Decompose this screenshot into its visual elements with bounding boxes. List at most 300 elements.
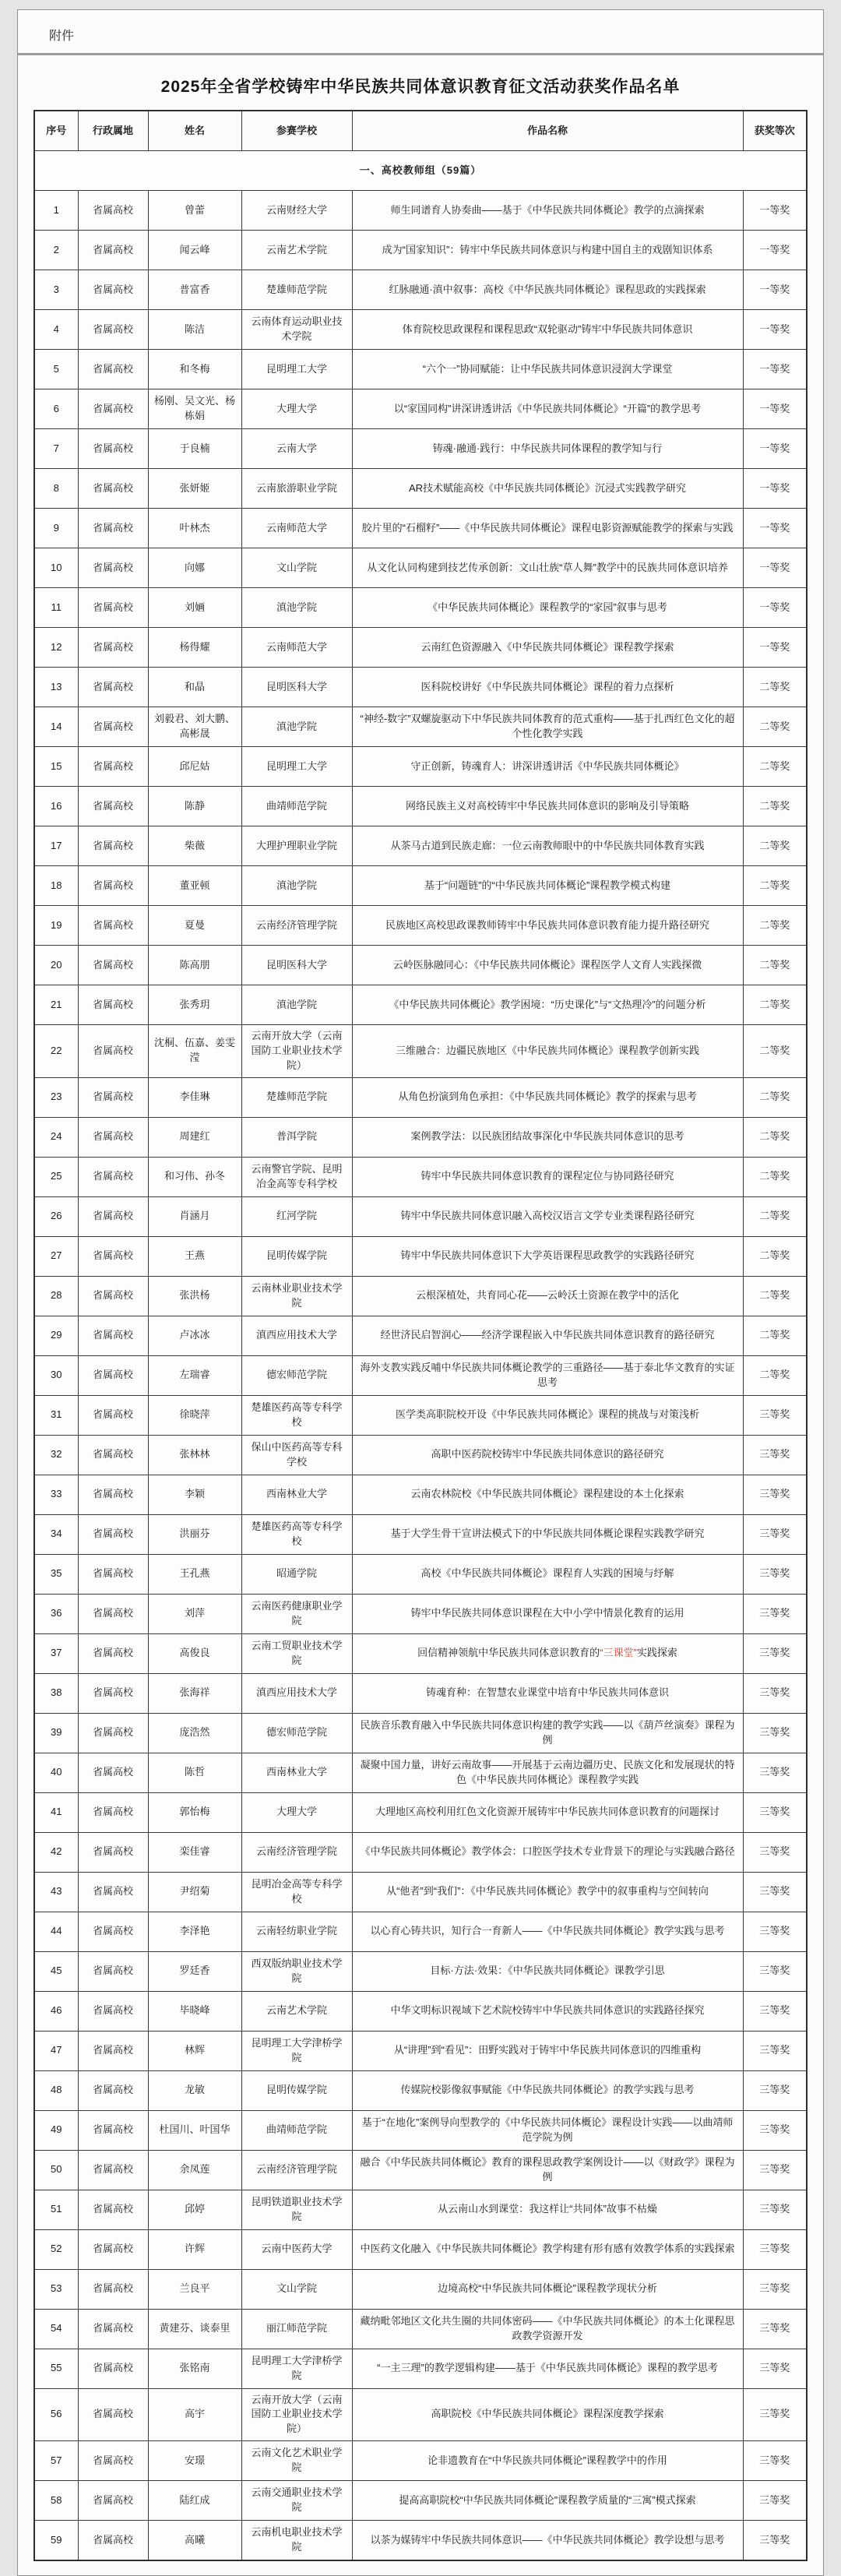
- cell-work-title: 师生同谱育人协奏曲——基于《中华民族共同体概论》教学的点滴探索: [352, 191, 743, 231]
- cell-work-title: 中医药文化融入《中华民族共同体概论》教学构建有形有感有效教学体系的实践探索: [352, 2229, 743, 2269]
- cell-school: 云南经济管理学院: [241, 1832, 352, 1872]
- cell-work-title: 案例教学法：以民族团结故事深化中华民族共同体意识的思考: [352, 1117, 743, 1157]
- cell-author-name: 栾佳睿: [148, 1832, 241, 1872]
- cell-author-name: 沈桐、伍嘉、姜雯滢: [148, 1025, 241, 1078]
- cell-award-level: 一等奖: [743, 588, 807, 628]
- cell-author-name: 周建红: [148, 1117, 241, 1157]
- cell-author-name: 徐晓萍: [148, 1395, 241, 1435]
- cell-school: 云南师范大学: [241, 509, 352, 548]
- cell-award-level: 三等奖: [743, 1633, 807, 1673]
- cell-work-title: 边境高校“中华民族共同体概论”课程教学现状分析: [352, 2269, 743, 2309]
- table-row: [34, 1355, 807, 1395]
- cell-work-title: 云南农林院校《中华民族共同体概论》课程建设的本土化探索: [352, 1475, 743, 1514]
- cell-author-name: 余凤莲: [148, 2150, 241, 2190]
- cell-school: 云南开放大学（云南国防工业职业技术学院）: [241, 1025, 352, 1078]
- cell-serial-number: 32: [34, 1435, 78, 1475]
- cell-region: 省属高校: [78, 1872, 148, 1912]
- cell-school: 云南中医药大学: [241, 2229, 352, 2269]
- cell-work-title: AR技术赋能高校《中华民族共同体概论》沉浸式实践教学研究: [352, 469, 743, 509]
- cell-author-name: 黄建芬、谈泰里: [148, 2309, 241, 2349]
- cell-school: 滇西应用技术大学: [241, 1316, 352, 1355]
- cell-school: 云南机电职业技术学院: [241, 2521, 352, 2561]
- cell-author-name: 陈洁: [148, 310, 241, 350]
- table-row: [34, 946, 807, 985]
- cell-region: 省属高校: [78, 1594, 148, 1633]
- cell-author-name: 张海祥: [148, 1673, 241, 1713]
- cell-region: 省属高校: [78, 1196, 148, 1236]
- cell-school: 丽江师范学院: [241, 2309, 352, 2349]
- column-header-region: 行政属地: [78, 111, 148, 151]
- cell-work-title: 医科院校讲好《中华民族共同体概论》课程的着力点探析: [352, 668, 743, 707]
- cell-serial-number: 25: [34, 1157, 78, 1196]
- table-header: [34, 111, 807, 151]
- table-row: [34, 1554, 807, 1594]
- cell-author-name: 庞浩然: [148, 1713, 241, 1753]
- cell-award-level: 三等奖: [743, 2190, 807, 2229]
- table-row: [34, 1713, 807, 1753]
- cell-serial-number: 35: [34, 1554, 78, 1594]
- cell-award-level: 三等奖: [743, 2481, 807, 2521]
- table-row: [34, 509, 807, 548]
- cell-region: 省属高校: [78, 469, 148, 509]
- cell-author-name: 张妍姬: [148, 469, 241, 509]
- cell-school: 曲靖师范学院: [241, 2110, 352, 2150]
- cell-award-level: 三等奖: [743, 2349, 807, 2388]
- cell-author-name: 杨得耀: [148, 628, 241, 668]
- cell-author-name: 向娜: [148, 548, 241, 588]
- cell-serial-number: 17: [34, 826, 78, 866]
- cell-work-title: 铸牢中华民族共同体意识教育的课程定位与协同路径研究: [352, 1157, 743, 1196]
- cell-work-title: 藏纳毗邻地区文化共生圈的共同体密码——《中华民族共同体概论》的本土化课程思政教学资源开发: [352, 2309, 743, 2349]
- cell-school: 云南文化艺术职业学院: [241, 2441, 352, 2481]
- cell-work-title: 以“家国同构”讲深讲透讲活《中华民族共同体概论》“开篇”的教学思考: [352, 389, 743, 429]
- table-row: [34, 231, 807, 270]
- cell-work-title: 守正创新，铸魂育人：讲深讲透讲活《中华民族共同体概论》: [352, 747, 743, 787]
- cell-region: 省属高校: [78, 1792, 148, 1832]
- cell-serial-number: 33: [34, 1475, 78, 1514]
- cell-work-title: 云岭医脉融同心：《中华民族共同体概论》课程医学人文育人实践探微: [352, 946, 743, 985]
- cell-school: 滇池学院: [241, 985, 352, 1025]
- cell-work-title: 从文化认同构建到技艺传承创新：文山壮族“草人舞”教学中的民族共同体意识培养: [352, 548, 743, 588]
- cell-serial-number: 5: [34, 350, 78, 389]
- cell-region: 省属高校: [78, 1912, 148, 1951]
- cell-serial-number: 8: [34, 469, 78, 509]
- cell-school: 昆明理工大学津桥学院: [241, 2031, 352, 2070]
- cell-author-name: 夏曼: [148, 906, 241, 946]
- cell-school: 德宏师范学院: [241, 1355, 352, 1395]
- cell-serial-number: 59: [34, 2521, 78, 2561]
- cell-school: 昆明传媒学院: [241, 2070, 352, 2110]
- cell-author-name: 高宇: [148, 2388, 241, 2441]
- cell-work-title: 从“他者”到“我们”：《中华民族共同体概论》教学中的叙事重构与空间转向: [352, 1872, 743, 1912]
- cell-region: 省属高校: [78, 1991, 148, 2031]
- cell-award-level: 三等奖: [743, 1951, 807, 1991]
- cell-region: 省属高校: [78, 2150, 148, 2190]
- cell-author-name: 王孔燕: [148, 1554, 241, 1594]
- cell-award-level: 三等奖: [743, 1673, 807, 1713]
- cell-award-level: 一等奖: [743, 310, 807, 350]
- table-row: [34, 1117, 807, 1157]
- cell-region: 省属高校: [78, 1435, 148, 1475]
- cell-author-name: 刘毅君、刘大鹏、高彬晟: [148, 707, 241, 747]
- cell-work-title: 从云南山水到课堂：我这样让“共同体”故事不枯燥: [352, 2190, 743, 2229]
- cell-author-name: 和晶: [148, 668, 241, 707]
- table-row: [34, 2481, 807, 2521]
- cell-author-name: 洪丽芬: [148, 1514, 241, 1554]
- section-header: 一、高校教师组（59篇）: [34, 151, 807, 191]
- table-row: [34, 1633, 807, 1673]
- cell-award-level: 二等奖: [743, 1236, 807, 1276]
- cell-school: 云南师范大学: [241, 628, 352, 668]
- cell-author-name: 左瑞睿: [148, 1355, 241, 1395]
- cell-region: 省属高校: [78, 1633, 148, 1673]
- cell-work-title: “神经-数字”双螺旋驱动下中华民族共同体教育的范式重构——基于扎西红色文化的超个性化教学实践: [352, 707, 743, 747]
- cell-author-name: 林辉: [148, 2031, 241, 2070]
- cell-region: 省属高校: [78, 1236, 148, 1276]
- cell-award-level: 三等奖: [743, 1554, 807, 1594]
- cell-region: 省属高校: [78, 2229, 148, 2269]
- cell-award-level: 二等奖: [743, 1117, 807, 1157]
- cell-author-name: 柴薇: [148, 826, 241, 866]
- cell-award-level: 二等奖: [743, 787, 807, 826]
- cell-work-title: 融合《中华民族共同体概论》教育的课程思政教学案例设计——以《财政学》课程为例: [352, 2150, 743, 2190]
- cell-serial-number: 49: [34, 2110, 78, 2150]
- table-row: [34, 429, 807, 469]
- cell-school: 红河学院: [241, 1196, 352, 1236]
- cell-work-title: 从角色扮演到角色承担：《中华民族共同体概论》教学的探索与思考: [352, 1077, 743, 1117]
- table-row: [34, 588, 807, 628]
- cell-region: 省属高校: [78, 1077, 148, 1117]
- cell-school: 云南大学: [241, 429, 352, 469]
- awards-table-body: [34, 191, 807, 2561]
- cell-serial-number: 11: [34, 588, 78, 628]
- cell-serial-number: 20: [34, 946, 78, 985]
- cell-award-level: 一等奖: [743, 191, 807, 231]
- cell-author-name: 高曦: [148, 2521, 241, 2561]
- cell-award-level: 一等奖: [743, 548, 807, 588]
- cell-work-title: 论非遗教育在“中华民族共同体概论”课程教学中的作用: [352, 2441, 743, 2481]
- cell-work-title: 基于“在地化”案例导向型教学的《中华民族共同体概论》课程设计实践——以曲靖师范学院为例: [352, 2110, 743, 2150]
- cell-school: 文山学院: [241, 548, 352, 588]
- cell-author-name: 陆红成: [148, 2481, 241, 2521]
- cell-work-title: 基于“问题链”的“中华民族共同体概论”课程教学模式构建: [352, 866, 743, 906]
- cell-serial-number: 46: [34, 1991, 78, 2031]
- cell-work-title: 凝聚中国力量，讲好云南故事——开展基于云南边疆历史、民族文化和发展现状的特色《中华民族共同体概论》课程教学实践: [352, 1753, 743, 1792]
- cell-serial-number: 48: [34, 2070, 78, 2110]
- cell-author-name: 张林林: [148, 1435, 241, 1475]
- cell-author-name: 张秀玥: [148, 985, 241, 1025]
- cell-award-level: 三等奖: [743, 2229, 807, 2269]
- cell-award-level: 三等奖: [743, 1912, 807, 1951]
- cell-serial-number: 21: [34, 985, 78, 1025]
- cell-region: 省属高校: [78, 509, 148, 548]
- cell-school: 云南交通职业技术学院: [241, 2481, 352, 2521]
- highlighted-work-text: “三课堂”: [600, 1647, 637, 1659]
- cell-region: 省属高校: [78, 1025, 148, 1078]
- cell-author-name: 肖涵月: [148, 1196, 241, 1236]
- cell-work-title: 医学类高职院校开设《中华民族共同体概论》课程的挑战与对策浅析: [352, 1395, 743, 1435]
- cell-author-name: 毕晓峰: [148, 1991, 241, 2031]
- table-row: [34, 548, 807, 588]
- table-row: [34, 1951, 807, 1991]
- cell-region: 省属高校: [78, 2309, 148, 2349]
- cell-school: 楚雄师范学院: [241, 270, 352, 310]
- cell-work-title: 以茶为媒铸牢中华民族共同体意识——《中华民族共同体概论》教学设想与思考: [352, 2521, 743, 2561]
- cell-region: 省属高校: [78, 2481, 148, 2521]
- cell-serial-number: 22: [34, 1025, 78, 1078]
- cell-region: 省属高校: [78, 2031, 148, 2070]
- cell-work-title: 铸牢中华民族共同体意识课程在大中小学中情景化教育的运用: [352, 1594, 743, 1633]
- cell-award-level: 三等奖: [743, 1435, 807, 1475]
- table-row: [34, 2150, 807, 2190]
- table-row: [34, 270, 807, 310]
- cell-region: 省属高校: [78, 1276, 148, 1316]
- cell-serial-number: 53: [34, 2269, 78, 2309]
- cell-region: 省属高校: [78, 787, 148, 826]
- cell-region: 省属高校: [78, 906, 148, 946]
- cell-region: 省属高校: [78, 668, 148, 707]
- cell-award-level: 二等奖: [743, 1276, 807, 1316]
- cell-region: 省属高校: [78, 1157, 148, 1196]
- column-header-no: 序号: [34, 111, 78, 151]
- cell-region: 省属高校: [78, 310, 148, 350]
- cell-author-name: 尹绍菊: [148, 1872, 241, 1912]
- table-row: [34, 1832, 807, 1872]
- cell-award-level: 一等奖: [743, 429, 807, 469]
- cell-serial-number: 2: [34, 231, 78, 270]
- cell-school: 西南林业大学: [241, 1753, 352, 1792]
- cell-serial-number: 3: [34, 270, 78, 310]
- table-row: [34, 628, 807, 668]
- cell-region: 省属高校: [78, 1673, 148, 1713]
- cell-author-name: 王燕: [148, 1236, 241, 1276]
- cell-author-name: 邱尼姑: [148, 747, 241, 787]
- cell-serial-number: 43: [34, 1872, 78, 1912]
- cell-work-title: 云南红色资源融入《中华民族共同体概论》课程教学探索: [352, 628, 743, 668]
- cell-award-level: 二等奖: [743, 1355, 807, 1395]
- cell-award-level: 一等奖: [743, 389, 807, 429]
- cell-school: 大理大学: [241, 389, 352, 429]
- cell-author-name: 杜国川、叶国华: [148, 2110, 241, 2150]
- cell-serial-number: 10: [34, 548, 78, 588]
- cell-author-name: 张铭南: [148, 2349, 241, 2388]
- cell-serial-number: 1: [34, 191, 78, 231]
- cell-school: 西南林业大学: [241, 1475, 352, 1514]
- cell-author-name: 卢冰冰: [148, 1316, 241, 1355]
- cell-award-level: 二等奖: [743, 826, 807, 866]
- cell-serial-number: 18: [34, 866, 78, 906]
- cell-work-title: 高职中医药院校铸牢中华民族共同体意识的路径研究: [352, 1435, 743, 1475]
- cell-region: 省属高校: [78, 1355, 148, 1395]
- table-row: [34, 1077, 807, 1117]
- cell-serial-number: 12: [34, 628, 78, 668]
- cell-serial-number: 14: [34, 707, 78, 747]
- cell-region: 省属高校: [78, 1713, 148, 1753]
- cell-author-name: 李泽艳: [148, 1912, 241, 1951]
- cell-serial-number: 47: [34, 2031, 78, 2070]
- cell-school: 昆明铁道职业技术学院: [241, 2190, 352, 2229]
- cell-serial-number: 23: [34, 1077, 78, 1117]
- cell-serial-number: 42: [34, 1832, 78, 1872]
- cell-school: 保山中医药高等专科学校: [241, 1435, 352, 1475]
- cell-award-level: 三等奖: [743, 1832, 807, 1872]
- cell-school: 云南警官学院、昆明冶金高等专科学校: [241, 1157, 352, 1196]
- cell-serial-number: 6: [34, 389, 78, 429]
- cell-award-level: 三等奖: [743, 2309, 807, 2349]
- cell-serial-number: 58: [34, 2481, 78, 2521]
- cell-work-title: 铸魂育种：在智慧农业课堂中培育中华民族共同体意识: [352, 1673, 743, 1713]
- cell-school: 曲靖师范学院: [241, 787, 352, 826]
- cell-author-name: 安璟: [148, 2441, 241, 2481]
- cell-school: 昆明传媒学院: [241, 1236, 352, 1276]
- cell-region: 省属高校: [78, 2070, 148, 2110]
- cell-author-name: 李佳琳: [148, 1077, 241, 1117]
- table-row: [34, 1991, 807, 2031]
- cell-school: 云南轻纺职业学院: [241, 1912, 352, 1951]
- cell-region: 省属高校: [78, 1475, 148, 1514]
- cell-region: 省属高校: [78, 707, 148, 747]
- cell-school: 昆明医科大学: [241, 946, 352, 985]
- cell-region: 省属高校: [78, 389, 148, 429]
- cell-work-title: 高职院校《中华民族共同体概论》课程深度教学探索: [352, 2388, 743, 2441]
- cell-work-title: 胶片里的“石榴籽”——《中华民族共同体概论》课程电影资源赋能教学的探索与实践: [352, 509, 743, 548]
- table-row: [34, 2388, 807, 2441]
- cell-serial-number: 24: [34, 1117, 78, 1157]
- cell-school: 大理护理职业学院: [241, 826, 352, 866]
- cell-award-level: 二等奖: [743, 1025, 807, 1078]
- cell-work-title: 铸牢中华民族共同体意识下大学英语课程思政教学的实践路径研究: [352, 1236, 743, 1276]
- cell-region: 省属高校: [78, 2190, 148, 2229]
- cell-region: 省属高校: [78, 2349, 148, 2388]
- cell-school: 滇池学院: [241, 707, 352, 747]
- cell-serial-number: 50: [34, 2150, 78, 2190]
- table-row: [34, 1872, 807, 1912]
- cell-work-title: 《中华民族共同体概论》教学体会：口腔医学技术专业背景下的理论与实践融合路径: [352, 1832, 743, 1872]
- cell-award-level: 二等奖: [743, 707, 807, 747]
- cell-author-name: 兰良平: [148, 2269, 241, 2309]
- table-row: [34, 2110, 807, 2150]
- cell-region: 省属高校: [78, 1554, 148, 1594]
- cell-region: 省属高校: [78, 429, 148, 469]
- cell-work-title: 红脉融通·滇中叙事：高校《中华民族共同体概论》课程思政的实践探索: [352, 270, 743, 310]
- cell-school: 云南经济管理学院: [241, 2150, 352, 2190]
- cell-work-title: 中华文明标识视域下艺术院校铸牢中华民族共同体意识的实践路径探究: [352, 1991, 743, 2031]
- cell-region: 省属高校: [78, 2521, 148, 2561]
- table-row: [34, 1673, 807, 1713]
- cell-region: 省属高校: [78, 985, 148, 1025]
- table-row: [34, 191, 807, 231]
- cell-author-name: 于良楠: [148, 429, 241, 469]
- cell-serial-number: 56: [34, 2388, 78, 2441]
- cell-school: 云南财经大学: [241, 191, 352, 231]
- cell-author-name: 和冬梅: [148, 350, 241, 389]
- cell-work-title: 网络民族主义对高校铸牢中华民族共同体意识的影响及引导策略: [352, 787, 743, 826]
- table-row: [34, 866, 807, 906]
- cell-author-name: 董亚顿: [148, 866, 241, 906]
- cell-award-level: 二等奖: [743, 668, 807, 707]
- cell-work-title: 成为“国家知识”：铸牢中华民族共同体意识与构建中国自主的戏剧知识体系: [352, 231, 743, 270]
- cell-region: 省属高校: [78, 866, 148, 906]
- cell-award-level: 一等奖: [743, 469, 807, 509]
- column-header-work: 作品名称: [352, 111, 743, 151]
- cell-work-title: 以心育心铸共识，知行合一育新人——《中华民族共同体概论》教学实践与思考: [352, 1912, 743, 1951]
- table-row: [34, 310, 807, 350]
- cell-region: 省属高校: [78, 1395, 148, 1435]
- cell-award-level: 二等奖: [743, 866, 807, 906]
- cell-school: 云南体育运动职业技术学院: [241, 310, 352, 350]
- cell-author-name: 罗廷香: [148, 1951, 241, 1991]
- cell-award-level: 二等奖: [743, 946, 807, 985]
- cell-school: 昭通学院: [241, 1554, 352, 1594]
- cell-work-title: 铸牢中华民族共同体意识融入高校汉语言文学专业类课程路径研究: [352, 1196, 743, 1236]
- cell-award-level: 二等奖: [743, 1316, 807, 1355]
- cell-award-level: 三等奖: [743, 2110, 807, 2150]
- table-row: [34, 1025, 807, 1078]
- cell-serial-number: 44: [34, 1912, 78, 1951]
- cell-award-level: 二等奖: [743, 1157, 807, 1196]
- cell-serial-number: 30: [34, 1355, 78, 1395]
- cell-author-name: 刘婳: [148, 588, 241, 628]
- table-row: [34, 2031, 807, 2070]
- attachment-band: [18, 10, 823, 55]
- cell-award-level: 一等奖: [743, 628, 807, 668]
- cell-region: 省属高校: [78, 191, 148, 231]
- table-row: [34, 2269, 807, 2309]
- cell-award-level: 三等奖: [743, 1753, 807, 1792]
- cell-region: 省属高校: [78, 231, 148, 270]
- table-row: [34, 2309, 807, 2349]
- cell-serial-number: 19: [34, 906, 78, 946]
- cell-serial-number: 26: [34, 1196, 78, 1236]
- page-title: 2025年全省学校铸牢中华民族共同体意识教育征文活动获奖作品名单: [160, 78, 681, 96]
- cell-school: 德宏师范学院: [241, 1713, 352, 1753]
- cell-serial-number: 40: [34, 1753, 78, 1792]
- cell-school: 滇池学院: [241, 866, 352, 906]
- cell-award-level: 三等奖: [743, 2388, 807, 2441]
- cell-author-name: 和习伟、孙冬: [148, 1157, 241, 1196]
- cell-serial-number: 57: [34, 2441, 78, 2481]
- cell-serial-number: 41: [34, 1792, 78, 1832]
- cell-award-level: 一等奖: [743, 350, 807, 389]
- column-header-row: [34, 111, 807, 151]
- cell-school: 昆明理工大学: [241, 350, 352, 389]
- cell-award-level: 二等奖: [743, 1077, 807, 1117]
- table-row: [34, 2229, 807, 2269]
- cell-school: 昆明医科大学: [241, 668, 352, 707]
- table-row: [34, 1753, 807, 1792]
- cell-region: 省属高校: [78, 1753, 148, 1792]
- cell-author-name: 闻云峰: [148, 231, 241, 270]
- table-row: [34, 2190, 807, 2229]
- cell-author-name: 陈哲: [148, 1753, 241, 1792]
- cell-school: 云南开放大学（云南国防工业职业技术学院）: [241, 2388, 352, 2441]
- table-row: [34, 906, 807, 946]
- cell-work-title: “六个一”协同赋能：让中华民族共同体意识浸润大学课堂: [352, 350, 743, 389]
- cell-school: 楚雄师范学院: [241, 1077, 352, 1117]
- cell-author-name: 普富香: [148, 270, 241, 310]
- cell-school: 云南艺术学院: [241, 231, 352, 270]
- cell-author-name: 叶林杰: [148, 509, 241, 548]
- table-row: [34, 2441, 807, 2481]
- cell-work-title: 经世济民启智润心——经济学课程嵌入中华民族共同体意识教育的路径研究: [352, 1316, 743, 1355]
- column-header-name: 姓名: [148, 111, 241, 151]
- table-row: [34, 350, 807, 389]
- cell-author-name: 邱婷: [148, 2190, 241, 2229]
- cell-region: 省属高校: [78, 1316, 148, 1355]
- column-header-school: 参赛学校: [241, 111, 352, 151]
- cell-region: 省属高校: [78, 826, 148, 866]
- cell-school: 滇池学院: [241, 588, 352, 628]
